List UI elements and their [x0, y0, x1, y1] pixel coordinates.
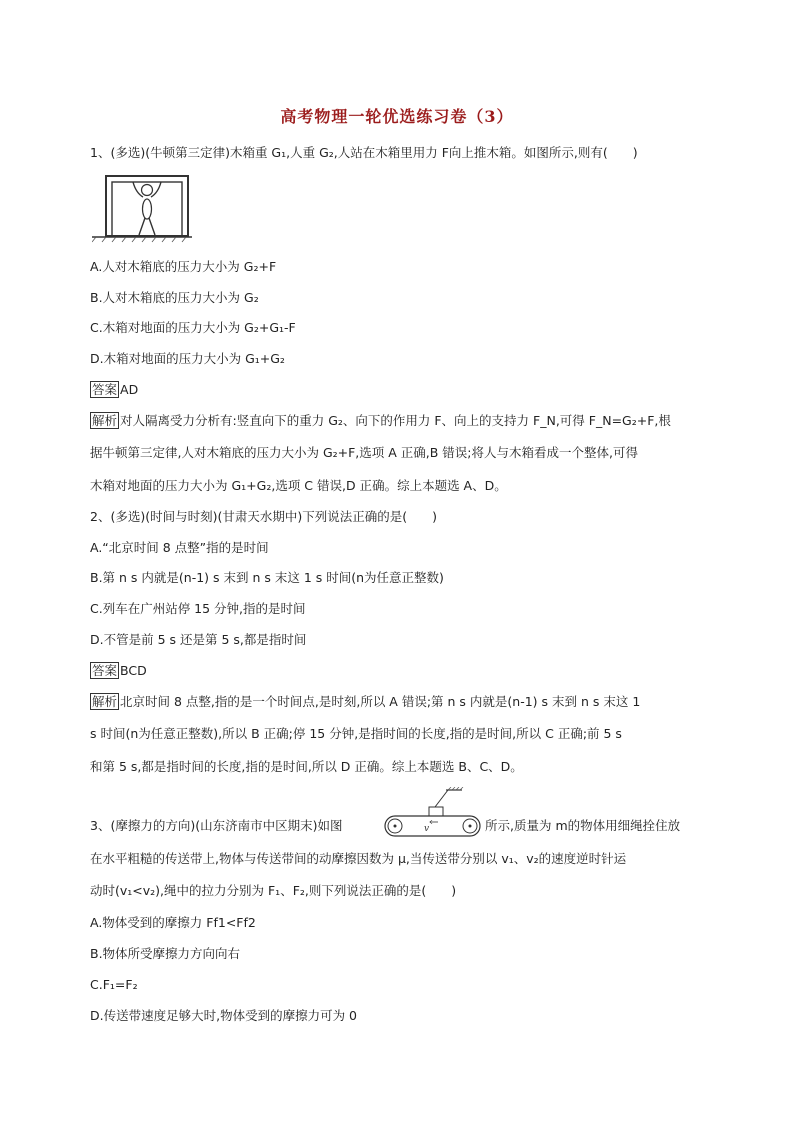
- q1-stem: 1、(多选)(牛顿第三定律)木箱重 G₁,人重 G₂,人站在木箱里用力 F向上推木箱。如图所示,则有( ): [90, 145, 638, 160]
- q2-option-b: B.第 n s 内就是(n-1) s 末到 n s 末这 1 s 时间(n为任意正整数): [90, 570, 444, 585]
- answer-tag: 答案: [92, 382, 118, 397]
- q2-analysis-line-1: [90, 692, 710, 712]
- q1-option-d: D.木箱对地面的压力大小为 G₁+G₂: [90, 351, 285, 366]
- q2-analysis-text: 北京时间 8 点整,指的是一个时间点,是时刻,所以 A 错误;第 n s 内就是(n-1) s 末到 n s 末这 1: [120, 694, 641, 709]
- q3-stem-before: 3、(摩擦力的方向)(山东济南市中区期末)如图: [90, 818, 343, 833]
- q1-option-b: B.人对木箱底的压力大小为 G₂: [90, 290, 259, 305]
- answer-tag: 答案: [92, 663, 118, 678]
- q2-answer: BCD: [120, 663, 147, 678]
- analysis-tag: 解析: [92, 694, 118, 709]
- q1-option-a: A.人对木箱底的压力大小为 G₂+F: [90, 259, 277, 274]
- q2-option-d: D.不管是前 5 s 还是第 5 s,都是指时间: [90, 632, 307, 647]
- q2-option-c: C.列车在广州站停 15 分钟,指的是时间: [90, 601, 306, 616]
- q2-analysis-line-2: s 时间(n为任意正整数),所以 B 正确;停 15 分钟,是指时间的长度,指的是时间,所以 C 正确;前 5 s: [90, 726, 622, 741]
- q3-option-c: C.F₁=F₂: [90, 977, 138, 992]
- q2-stem: 2、(多选)(时间与时刻)(甘肃天水期中)下列说法正确的是( ): [90, 509, 437, 524]
- q2-answer-line: [90, 661, 710, 681]
- page-title: 高考物理一轮优选练习卷（3）: [280, 107, 514, 126]
- q1-option-c: C.木箱对地面的压力大小为 G₂+G₁-F: [90, 320, 296, 335]
- q3-option-b: B.物体所受摩擦力方向向右: [90, 946, 241, 961]
- q2-option-a: A.“北京时间 8 点整”指的是时间: [90, 540, 269, 555]
- q3-stem-after: 所示,质量为 m的物体用细绳拴住放: [485, 818, 681, 833]
- q1-analysis-text: 对人隔离受力分析有:竖直向下的重力 G₂、向下的作用力 F、向上的支持力 F_N,可得 F_N=G₂+F,根: [120, 413, 671, 428]
- belt-speed-label: v: [424, 824, 430, 834]
- q3-stem-line-2: 在水平粗糙的传送带上,物体与传送带间的动摩擦因数为 μ,当传送带分别以 v₁、v₂的速度逆时针运: [90, 851, 627, 866]
- conveyor-belt-figure: [380, 787, 485, 839]
- q1-analysis-line-1: [90, 411, 710, 431]
- q1-analysis-line-3: 木箱对地面的压力大小为 G₁+G₂,选项 C 错误,D 正确。综上本题选 A、D。: [90, 478, 507, 493]
- q3-option-a: A.物体受到的摩擦力 Ff1<Ff2: [90, 915, 256, 930]
- q1-answer: AD: [120, 382, 139, 397]
- q3-stem-line-3: 动时(v₁<v₂),绳中的拉力分别为 F₁、F₂,则下列说法正确的是( ): [90, 883, 457, 898]
- q1-analysis-line-2: 据牛顿第三定律,人对木箱底的压力大小为 G₂+F,选项 A 正确,B 错误;将人与木箱看成一个整体,可得: [90, 445, 638, 460]
- q2-analysis-line-3: 和第 5 s,都是指时间的长度,指的是时间,所以 D 正确。综上本题选 B、C、D。: [90, 759, 523, 774]
- analysis-tag: 解析: [92, 413, 118, 428]
- q3-option-d: D.传送带速度足够大时,物体受到的摩擦力可为 0: [90, 1008, 357, 1023]
- q1-answer-line: [90, 380, 710, 400]
- box-person-figure: [92, 173, 192, 243]
